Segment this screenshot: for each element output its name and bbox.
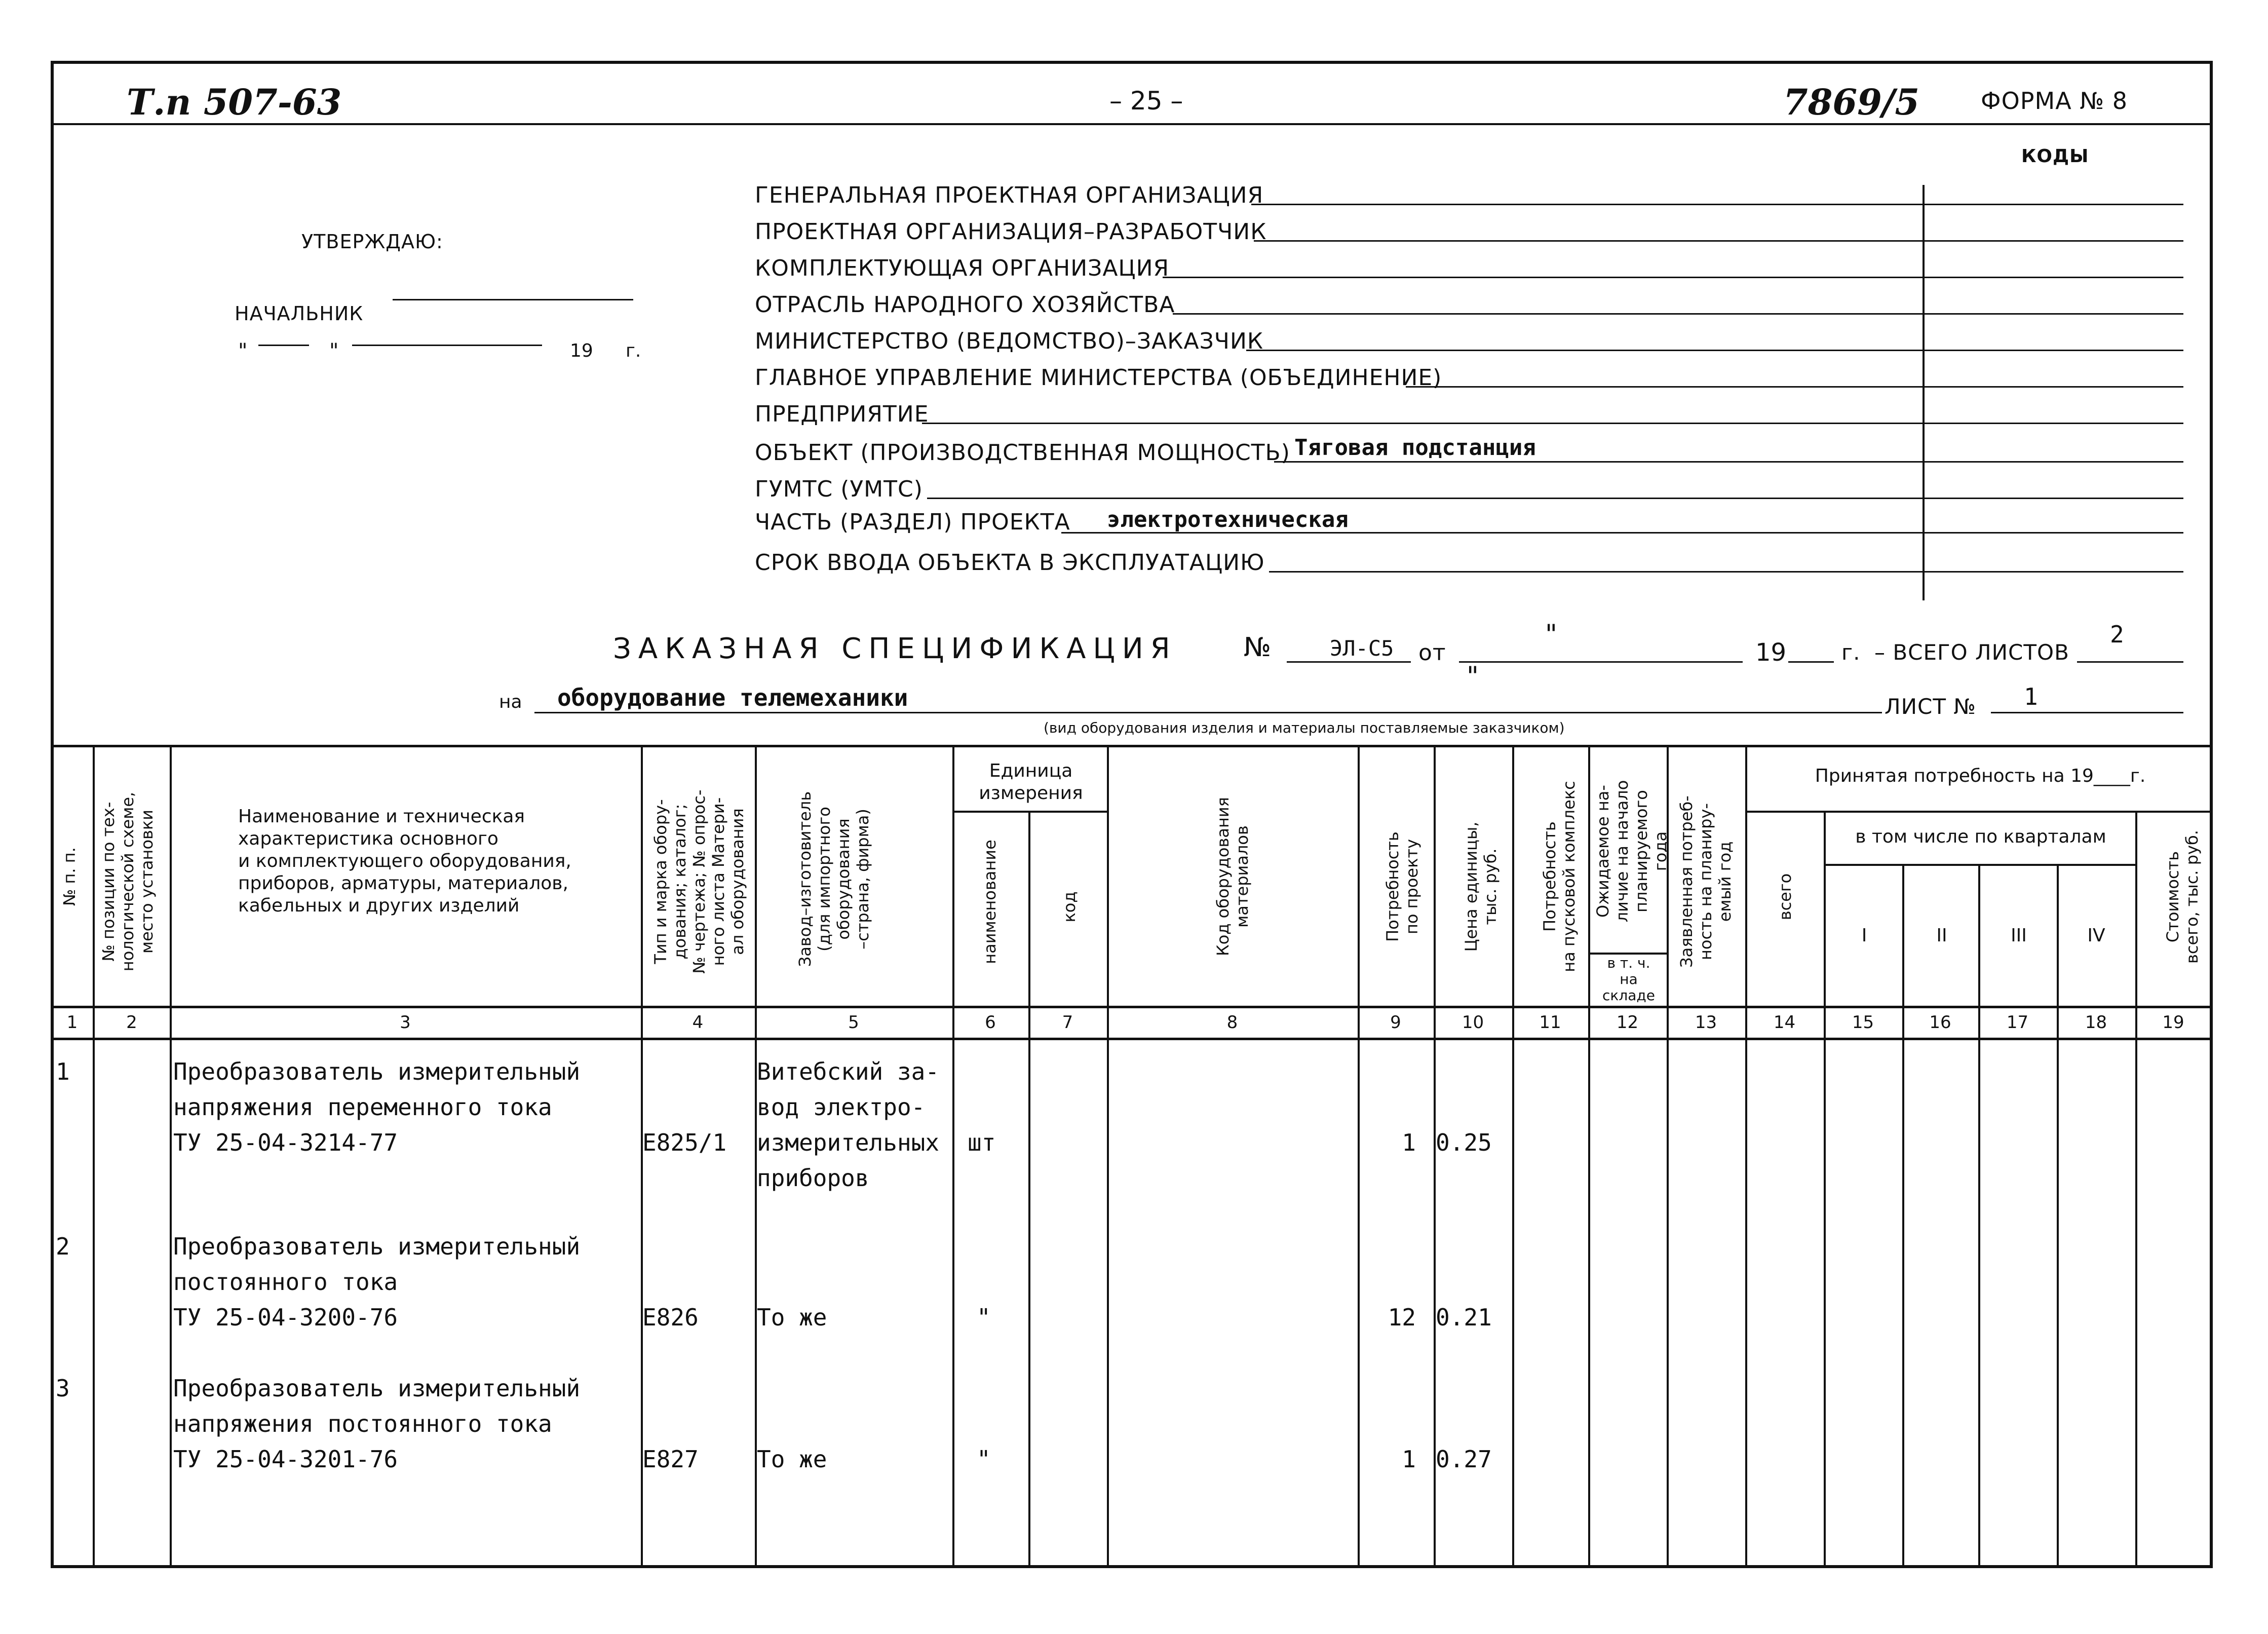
- row1-maker-line1: Витебский за-: [757, 1058, 940, 1085]
- col-line-6: [1028, 811, 1030, 1568]
- hdr-c12: Ожидаемое на- личие на начало планируемого года: [1593, 780, 1670, 923]
- colnum-16: 16: [1929, 1012, 1951, 1033]
- col-line-15: [1902, 864, 1904, 1568]
- total-sheets-line[interactable]: [2077, 661, 2183, 663]
- colnum-2: 2: [126, 1012, 137, 1033]
- row2-name-line2: постоянного тока: [173, 1268, 398, 1296]
- for-label: на: [499, 692, 522, 712]
- total-sheets-value[interactable]: 2: [2110, 621, 2124, 648]
- object-value[interactable]: Тяговая подстанция: [1294, 435, 1536, 461]
- row1-number: 1: [56, 1058, 70, 1085]
- colnum-19: 19: [2162, 1012, 2184, 1033]
- need-group-line: [1745, 811, 2213, 813]
- spec-quote-1: ": [1545, 619, 1557, 650]
- colnum-14: 14: [1773, 1012, 1796, 1033]
- for-value[interactable]: оборудование телемеханики: [557, 684, 908, 711]
- row2-qty: 12: [1388, 1304, 1416, 1331]
- row2-name-line3: ТУ 25-04-3200-76: [173, 1304, 398, 1331]
- row2-maker: То же: [757, 1304, 827, 1331]
- hdr-c11: Потребность на пусковой комплекс: [1540, 781, 1579, 972]
- row3-name-line1: Преобразователь измерительный: [173, 1375, 581, 1402]
- row1-unit: шт: [968, 1129, 996, 1156]
- chief-signature-line[interactable]: [393, 299, 633, 300]
- hdr-c12b: в т. ч. на складе: [1602, 955, 1655, 1004]
- col-line-18: [2135, 811, 2137, 1568]
- approval-year: 19: [570, 340, 593, 361]
- table-number-row-bottom: [51, 1038, 2213, 1040]
- sheet-value[interactable]: 1: [2024, 683, 2038, 710]
- day-line[interactable]: [258, 345, 309, 346]
- hdr-c6: наименование: [980, 840, 1000, 964]
- org-label-general: ГЕНЕРАЛЬНАЯ ПРОЕКТНАЯ ОРГАНИЗАЦИЯ: [755, 182, 1264, 208]
- row1-name-line1: Преобразователь измерительный: [173, 1058, 581, 1085]
- org-line-industry[interactable]: [1173, 313, 2183, 315]
- spec-date-line[interactable]: [1459, 661, 1743, 663]
- row2-type: Е826: [642, 1304, 699, 1331]
- hdr-c8: Код оборудования материалов: [1213, 797, 1252, 956]
- hdr-c18: IV: [2087, 925, 2105, 946]
- unit-group-line: [952, 811, 1108, 813]
- quote-open: ": [238, 339, 248, 363]
- row2-name-line1: Преобразователь измерительный: [173, 1233, 581, 1260]
- row3-unit: ": [977, 1446, 991, 1473]
- org-label-main-dept: ГЛАВНОЕ УПРАВЛЕНИЕ МИНИСТЕРСТВА (ОБЪЕДИНЕНИЕ): [755, 365, 1442, 391]
- hdr-c16: II: [1936, 925, 1947, 946]
- colnum-4: 4: [692, 1012, 704, 1033]
- table-header-bottom: [51, 1006, 2213, 1008]
- spec-title: ЗАКАЗНАЯ СПЕЦИФИКАЦИЯ: [613, 632, 1177, 665]
- row3-name-line3: ТУ 25-04-3201-76: [173, 1446, 398, 1473]
- row3-maker: То же: [757, 1446, 827, 1473]
- approve-label: УТВЕРЖДАЮ:: [301, 231, 443, 253]
- colnum-3: 3: [400, 1012, 411, 1033]
- row1-maker-line4: приборов: [757, 1164, 869, 1192]
- colnum-9: 9: [1390, 1012, 1401, 1033]
- org-line-general[interactable]: [1251, 204, 2183, 205]
- colnum-8: 8: [1226, 1012, 1238, 1033]
- spec-no-label: №: [1244, 632, 1272, 663]
- colnum-5: 5: [848, 1012, 859, 1033]
- org-label-developer: ПРОЕКТНАЯ ОРГАНИЗАЦИЯ–РАЗРАБОТЧИК: [755, 219, 1267, 245]
- approval-year-suffix: г.: [626, 340, 641, 361]
- row1-maker-line3: измерительных: [757, 1129, 940, 1156]
- col-line-17: [2057, 864, 2059, 1568]
- row1-name-line2: напряжения переменного тока: [173, 1093, 552, 1121]
- col-line-5: [952, 745, 954, 1568]
- colnum-13: 13: [1695, 1012, 1717, 1033]
- row1-price: 0.25: [1436, 1129, 1492, 1156]
- page-number: – 25 –: [1109, 86, 1183, 116]
- col-line-11: [1588, 745, 1590, 1568]
- colnum-12: 12: [1616, 1012, 1639, 1033]
- hdr-c9: Потребность по проекту: [1383, 831, 1421, 942]
- row1-type: Е825/1: [642, 1129, 727, 1156]
- hdr-c5: Завод–изготовитель (для импортного оборудования –страна, фирма): [795, 791, 872, 967]
- sheet-line[interactable]: [1991, 712, 2183, 713]
- spec-no-value[interactable]: ЭЛ-С5: [1330, 636, 1394, 661]
- col-line-2: [170, 745, 172, 1568]
- org-line-ministry[interactable]: [1246, 350, 2183, 351]
- hdr-c14: всего: [1776, 873, 1795, 921]
- org-label-deadline: СРОК ВВОДА ОБЪЕКТА В ЭКСПЛУАТАЦИЮ: [755, 550, 1265, 576]
- row2-unit: ": [977, 1304, 991, 1331]
- spec-no-line[interactable]: [1287, 661, 1411, 663]
- hdr-c13: Заявленная потреб- ность на планиру- емый год: [1677, 795, 1735, 968]
- hdr-c1: № п. п.: [60, 847, 79, 906]
- hdr-unit-group: Единица измерения: [979, 761, 1083, 804]
- org-label-enterprise: ПРЕДПРИЯТИЕ: [755, 401, 929, 427]
- month-line[interactable]: [352, 345, 542, 346]
- colnum-7: 7: [1062, 1012, 1073, 1033]
- org-line-object[interactable]: [1274, 461, 2183, 463]
- org-line-deadline[interactable]: [1269, 571, 2183, 573]
- for-line[interactable]: [534, 712, 1882, 713]
- colnum-1: 1: [66, 1012, 78, 1033]
- for-caption: (вид оборудования изделия и материалы поставляемые заказчиком): [1044, 719, 1565, 736]
- section-value[interactable]: электротехническая: [1107, 507, 1349, 533]
- col-line-14: [1824, 811, 1826, 1568]
- header-divider: [51, 123, 2213, 125]
- row2-price: 0.21: [1436, 1304, 1492, 1331]
- hdr-c4: Тип и марка обору- дования; каталог; № чертежа; № опрос- ного листа Матери- ал оборудования: [651, 789, 747, 974]
- total-sheets-label: – ВСЕГО ЛИСТОВ: [1874, 640, 2069, 665]
- hdr-quarter-group: в том числе по кварталам: [1855, 826, 2106, 847]
- hdr-c10: Цена единицы, тыс. руб.: [1462, 821, 1500, 952]
- org-label-object: ОБЪЕКТ (ПРОИЗВОДСТВЕННАЯ МОЩНОСТЬ): [755, 440, 1290, 466]
- hdr-c15: I: [1861, 925, 1867, 946]
- spec-year: 19: [1755, 638, 1787, 667]
- colnum-18: 18: [2085, 1012, 2107, 1033]
- colnum-15: 15: [1852, 1012, 1874, 1033]
- org-line-gumts[interactable]: [927, 498, 2183, 499]
- org-line-main-dept[interactable]: [1406, 386, 2183, 388]
- spec-quote-2: ": [1467, 661, 1479, 692]
- colnum-17: 17: [2006, 1012, 2029, 1033]
- org-label-supplier: КОМПЛЕКТУЮЩАЯ ОРГАНИЗАЦИЯ: [755, 255, 1170, 281]
- org-label-industry: ОТРАСЛЬ НАРОДНОГО ХОЗЯЙСТВА: [755, 292, 1175, 318]
- hdr-c2: № позиции по тех- нологической схеме, место установки: [99, 791, 157, 972]
- quarter-group-line: [1824, 864, 2136, 866]
- form-label: ФОРМА № 8: [1981, 87, 2128, 115]
- org-line-developer[interactable]: [1254, 240, 2183, 242]
- row3-qty: 1: [1402, 1446, 1416, 1473]
- spec-from-label: от: [1418, 640, 1446, 666]
- hdr-c3: Наименование и техническая характеристика основного и комплектующего оборудования, приборов, арматуры, материалов, кабельных и других изделий: [238, 806, 571, 916]
- doc-ref: Т.п 507-63: [127, 81, 342, 123]
- row3-name-line2: напряжения постоянного тока: [173, 1410, 552, 1437]
- col-line-1: [93, 745, 95, 1568]
- row3-price: 0.27: [1436, 1446, 1492, 1473]
- col-line-13: [1745, 745, 1747, 1568]
- org-line-supplier[interactable]: [1163, 277, 2183, 278]
- chief-label: НАЧАЛЬНИК: [235, 302, 364, 325]
- codes-divider: [1923, 185, 1925, 600]
- colnum-11: 11: [1539, 1012, 1561, 1033]
- row3-number: 3: [56, 1375, 70, 1402]
- table-top-border: [51, 745, 2213, 747]
- col-line-10: [1512, 745, 1514, 1568]
- doc-number: 7869/5: [1783, 81, 1920, 123]
- org-label-ministry: МИНИСТЕРСТВО (ВЕДОМСТВО)–ЗАКАЗЧИК: [755, 328, 1264, 354]
- sheet-label: ЛИСТ №: [1885, 694, 1977, 719]
- hdr-c17: III: [2011, 925, 2027, 946]
- row3-type: Е827: [642, 1446, 699, 1473]
- org-label-gumts: ГУМТС (УМТС): [755, 476, 923, 502]
- spec-year-line[interactable]: [1788, 661, 1834, 663]
- codes-label: КОДЫ: [2021, 146, 2089, 167]
- row1-name-line3: ТУ 25-04-3214-77: [173, 1129, 398, 1156]
- col-line-7: [1107, 745, 1109, 1568]
- org-label-section: ЧАСТЬ (РАЗДЕЛ) ПРОЕКТА: [755, 509, 1070, 535]
- quote-close: ": [329, 339, 339, 363]
- row1-qty: 1: [1402, 1129, 1416, 1156]
- hdr-c7: код: [1060, 891, 1079, 923]
- hdr-c19: Стоимость всего, тыс. руб.: [2163, 830, 2202, 964]
- row2-number: 2: [56, 1233, 70, 1260]
- colnum-10: 10: [1462, 1012, 1484, 1033]
- spec-year-suffix: г.: [1841, 640, 1861, 665]
- colnum-6: 6: [985, 1012, 996, 1033]
- col-line-16: [1978, 864, 1980, 1568]
- hdr-need-group: Принятая потребность на 19____г.: [1815, 766, 2146, 786]
- org-line-enterprise[interactable]: [922, 423, 2183, 424]
- row1-maker-line2: вод электро-: [757, 1093, 926, 1121]
